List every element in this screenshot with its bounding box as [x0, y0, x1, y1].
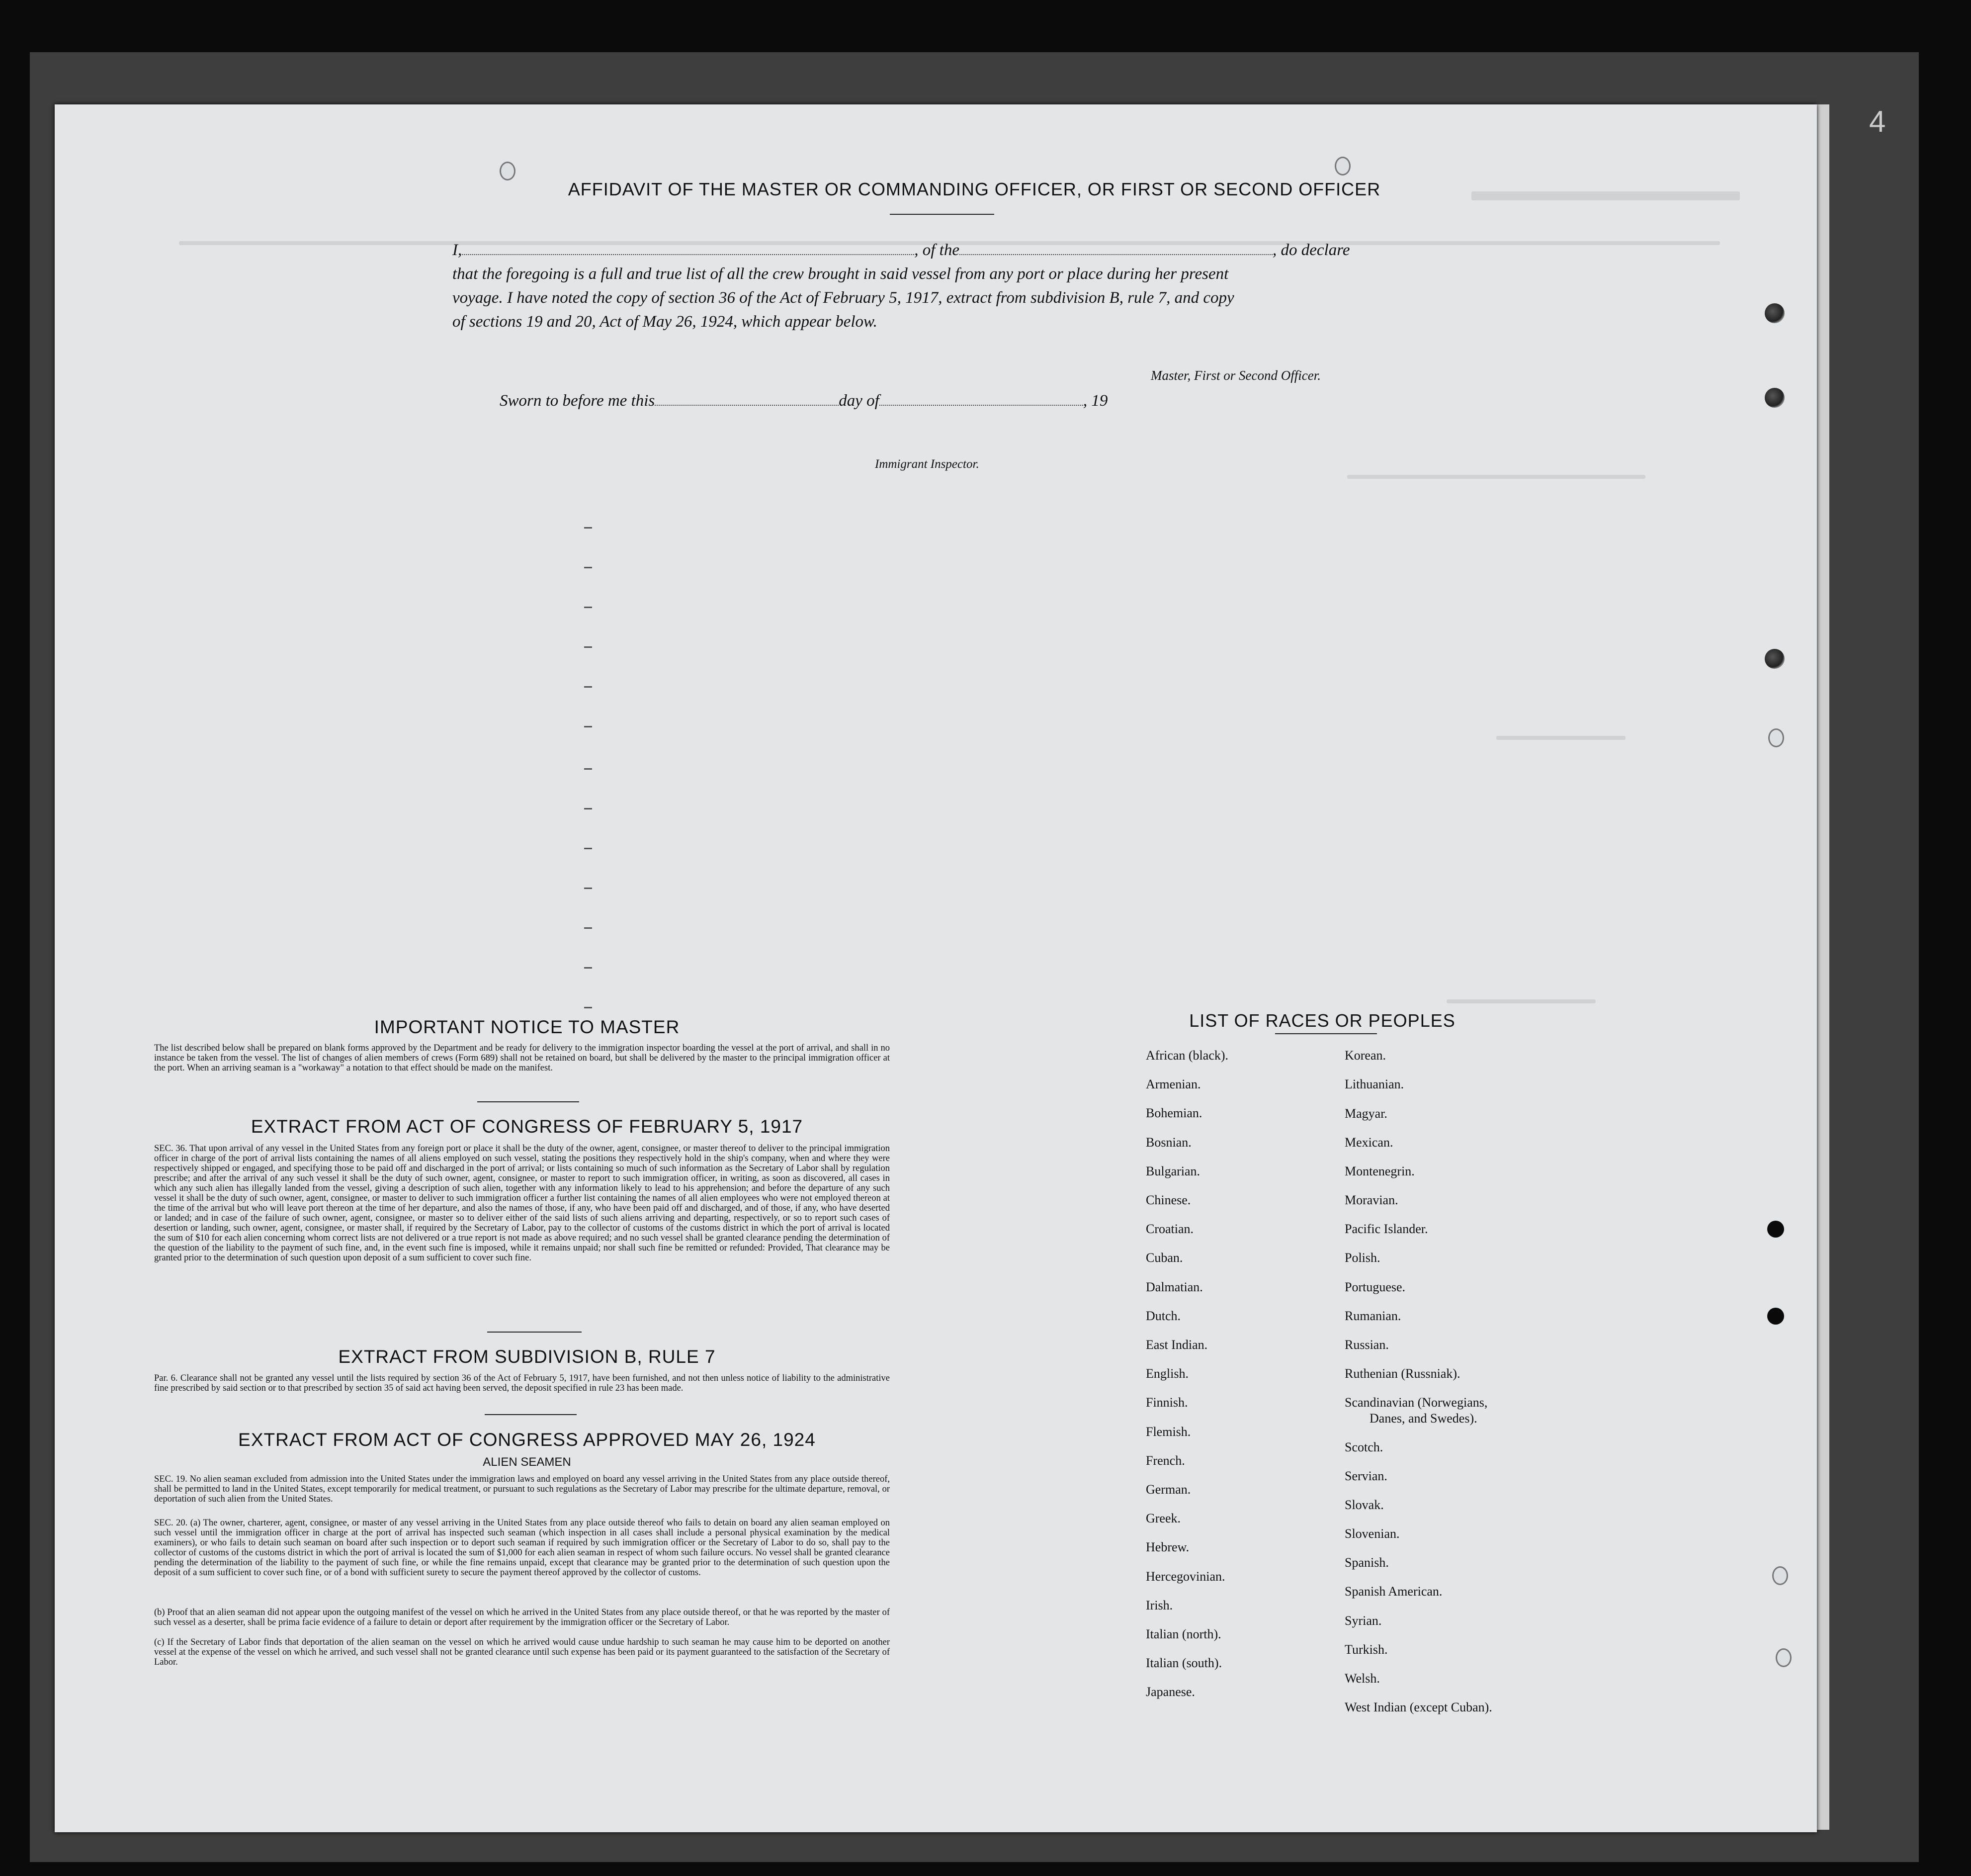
- race-item: Hercegovinian.: [1146, 1569, 1225, 1584]
- race-item: Scotch.: [1345, 1440, 1383, 1454]
- race-item: Servian.: [1345, 1469, 1387, 1483]
- races-title: LIST OF RACES OR PEOPLES: [1189, 1010, 1456, 1031]
- race-item: Montenegrin.: [1345, 1164, 1415, 1178]
- sworn-line: Sworn to before me this day of , 19: [500, 392, 1108, 410]
- race-item: Turkish.: [1345, 1642, 1388, 1657]
- page-number: 4: [1869, 105, 1886, 138]
- race-item: Hebrew.: [1146, 1540, 1190, 1555]
- race-item: Spanish American.: [1345, 1584, 1443, 1599]
- sec-20c-text: (c) If the Secretary of Labor finds that deportation of the alien seaman on the vessel on which he arrived would cause undue hardship to such seaman he may cause him to be deported on another vessel at the expense of the vessel on which he arrived, and such vessel shall not be granted clearance until such expense has been paid or its payment guaranteed to the satisfaction of the Secretary of Labor.: [154, 1637, 890, 1667]
- notice-rule: [477, 1101, 579, 1102]
- race-item: Danes, and Swedes).: [1370, 1411, 1477, 1426]
- race-item: Scandinavian (Norwegians,: [1345, 1395, 1488, 1410]
- race-item: Croatian.: [1146, 1222, 1194, 1237]
- rule-7-title: EXTRACT FROM SUBDIVISION B, RULE 7: [338, 1346, 716, 1367]
- race-item: Irish.: [1146, 1598, 1173, 1612]
- race-item: French.: [1146, 1453, 1185, 1468]
- race-item: Greek.: [1146, 1511, 1181, 1526]
- sec-19-text: SEC. 19. No alien seaman excluded from admission into the United States under the immigration laws and employed on board any vessel arriving in the United States from any place outside thereof, shall be permitted to land in the United States, except temporarily for medical treatment, or pursuant to such regulations as the Secretary of Labor may prescribe for the ultimate departure, removal, or deportation of such alien from the United States.: [154, 1474, 890, 1504]
- race-item: Japanese.: [1146, 1685, 1195, 1699]
- affidavit-line-4: of sections 19 and 20, Act of May 26, 1924, which appear below.: [452, 313, 877, 331]
- race-item: Syrian.: [1345, 1613, 1382, 1628]
- affidavit-line-2: that the foregoing is a full and true list of all the crew brought in said vessel from any port or place during her present: [452, 265, 1229, 283]
- race-item: Rumanian.: [1345, 1309, 1401, 1323]
- race-item: Slovak.: [1345, 1498, 1384, 1512]
- of-the-label: , of the: [914, 241, 959, 259]
- affidavit-line-3: voyage. I have noted the copy of section 36 of the Act of February 5, 1917, extract from subdivision B, rule 7, and copy: [452, 289, 1234, 307]
- race-item: Italian (south).: [1146, 1656, 1222, 1671]
- race-item: Pacific Islander.: [1345, 1222, 1428, 1236]
- notice-text: The list described below shall be prepared on blank forms approved by the Department and be ready for delivery to the immigration inspector boarding the vessel at the port of arrival, and shall in no instance be taken from the vessel. The list of changes of alien members of crews (Form 689) shall not be retained on board, but shall be delivered by the master to the principal immigration officer at the port. When an arriving seaman is a "workaway" a notation to that effect should be made on the manifest.: [154, 1043, 890, 1073]
- inspector-signature-label: Immigrant Inspector.: [875, 457, 979, 471]
- extract-1917-text: SEC. 36. That upon arrival of any vessel in the United States from any foreign port or place it shall be the duty of the owner, agent, consignee, or master thereof to deliver to the principal immigration officer in charge of the port of arrival lists containing the names of all aliens employed on such vessel, stating the positions they respectively hold in the ship's company, when and where they were respectively shipped or engaged, and specifying those to be paid off and discharged in the port of arrival; or lists containing so much of such information as the Secretary of Labor shall by regulation prescribe; and after the arrival of any such vessel it shall be the duty of such owner, agent, consignee, or master to report to such immigration officer, in writing, as soon as discovered, all cases in which any such alien has illegally landed from the vessel, giving a description of such alien, together with any information likely to lead to his apprehension; and before the departure of any such vessel it shall be the duty of such owner, agent, consignee, or master to deliver to such immigration officer a further list containing the names of all alien employees who were not employed thereon at the time of the arrival but who will leave port thereon at the time of her departure, and also the names of those, if any, who have been paid off and discharged, and of those, if any, who have deserted or landed; and in case of the failure of such owner, agent, consignee, or master so to deliver either of the said lists of such aliens arriving and departing, respectively, or so to report such cases of desertion or landing, such owner, agent, consignee, or master shall, if required by the Secretary of Labor, pay to the collector of customs of the customs district in which the port of arrival is located the sum of $10 for each alien concerning whom correct lists are not delivered or a true report is not made as above required; and no such vessel shall be granted clearance pending the determination of the question of the liability to the payment of such fine, and, in the event such fine is imposed, while it remains unpaid; nor shall such fine be remitted or refunded: Provided, That clearance may be granted prior to the determination of such question upon deposit of a sum sufficient to cover such fine.: [154, 1144, 890, 1263]
- extract-1917-rule: [487, 1332, 582, 1333]
- sworn-month-field[interactable]: [879, 393, 1083, 406]
- race-item: Bosnian.: [1146, 1135, 1192, 1150]
- race-item: Spanish.: [1345, 1555, 1389, 1570]
- race-item: Italian (north).: [1146, 1627, 1221, 1641]
- sec-20b-text: (b) Proof that an alien seaman did not appear upon the outgoing manifest of the vessel on which he arrived in the United States from any place outside thereof, or that he was reported by the master of such vessel as a deserter, shall be prima facie evidence of a failure to detain or deport after requirement by the immigration officer or the Secretary of Labor.: [154, 1608, 890, 1627]
- race-item: Chinese.: [1146, 1193, 1191, 1207]
- do-declare-label: , do declare: [1272, 241, 1350, 259]
- race-item: Armenian.: [1146, 1077, 1201, 1092]
- race-item: Lithuanian.: [1345, 1077, 1404, 1091]
- race-item: Bulgarian.: [1146, 1163, 1200, 1178]
- affidavit-i: I,: [452, 241, 462, 259]
- race-item: Cuban.: [1146, 1251, 1183, 1265]
- races-title-underline: [1275, 1033, 1377, 1034]
- master-signature-label: Master, First or Second Officer.: [1151, 368, 1321, 383]
- vessel-field[interactable]: [959, 242, 1273, 255]
- rule-7-rule: [485, 1414, 577, 1415]
- race-item: Russian.: [1345, 1338, 1389, 1352]
- race-item: German.: [1146, 1482, 1191, 1497]
- affidavit-title-rule: [890, 214, 994, 215]
- race-item: African (black).: [1146, 1048, 1229, 1063]
- sec-20a-text: SEC. 20. (a) The owner, charterer, agent, consignee, or master of any vessel arriving in the United States from any place outside thereof who fails to detain on board any alien seaman employed on such vessel until the immigration officer in charge at the port of arrival has inspected such seaman (which inspection in all cases shall include a personal physical examination by the medical examiners), or who fails to detain such seaman on board after such inspection or to deport such seaman if required by such immigration officer or the Secretary of Labor to do so, shall pay to the collector of customs of the customs district in which the port of arrival is located the sum of $1,000 for each alien seaman in respect of whom such failure occurs. No vessel shall be granted clearance pending the determination of the liability to the payment of such fine, or while the fine remains unpaid, except that clearance may be granted prior to the determination of such question upon the deposit of a sum sufficient to cover such fine, or of a bond with sufficient surety to secure the payment thereof approved by the collector of customs.: [154, 1518, 890, 1578]
- race-item: Magyar.: [1345, 1106, 1387, 1121]
- race-item: Moravian.: [1345, 1193, 1398, 1207]
- race-item: West Indian (except Cuban).: [1345, 1700, 1492, 1714]
- notice-title: IMPORTANT NOTICE TO MASTER: [374, 1017, 680, 1037]
- race-item: Slovenian.: [1345, 1526, 1400, 1541]
- form-sheet: [55, 104, 1817, 1832]
- race-item: Dalmatian.: [1146, 1279, 1203, 1294]
- race-item: Flemish.: [1146, 1424, 1191, 1439]
- race-item: Bohemian.: [1146, 1106, 1202, 1121]
- race-item: English.: [1146, 1366, 1189, 1381]
- race-item: Welsh.: [1345, 1671, 1380, 1686]
- race-item: Polish.: [1345, 1251, 1380, 1265]
- race-item: Korean.: [1345, 1048, 1386, 1063]
- race-item: East Indian.: [1146, 1338, 1208, 1352]
- extract-1924-title: EXTRACT FROM ACT OF CONGRESS APPROVED MAY 26, 1924: [238, 1429, 816, 1450]
- sworn-day-field[interactable]: [655, 393, 839, 406]
- race-item: Mexican.: [1345, 1135, 1393, 1150]
- race-item: Portuguese.: [1345, 1280, 1406, 1294]
- race-item: Dutch.: [1146, 1308, 1181, 1323]
- alien-seamen-subtitle: ALIEN SEAMEN: [483, 1455, 571, 1469]
- race-item: Ruthenian (Russniak).: [1345, 1366, 1460, 1381]
- affidavit-title: AFFIDAVIT OF THE MASTER OR COMMANDING OFFICER, OR FIRST OR SECOND OFFICER: [568, 179, 1381, 199]
- extract-1917-title: EXTRACT FROM ACT OF CONGRESS OF FEBRUARY 5, 1917: [251, 1116, 803, 1137]
- name-field[interactable]: [462, 242, 914, 255]
- affidavit-line-1: [452, 241, 1350, 260]
- race-item: Finnish.: [1146, 1395, 1188, 1410]
- rule-7-text: Par. 6. Clearance shall not be granted any vessel until the lists required by section 36 of the Act of February 5, 1917, have been furnished, and not then unless notice of liability to the administrative fine prescribed by said section or to that prescribed by section 35 of said act having been served, the deposit specified in rule 23 has been made.: [154, 1373, 890, 1393]
